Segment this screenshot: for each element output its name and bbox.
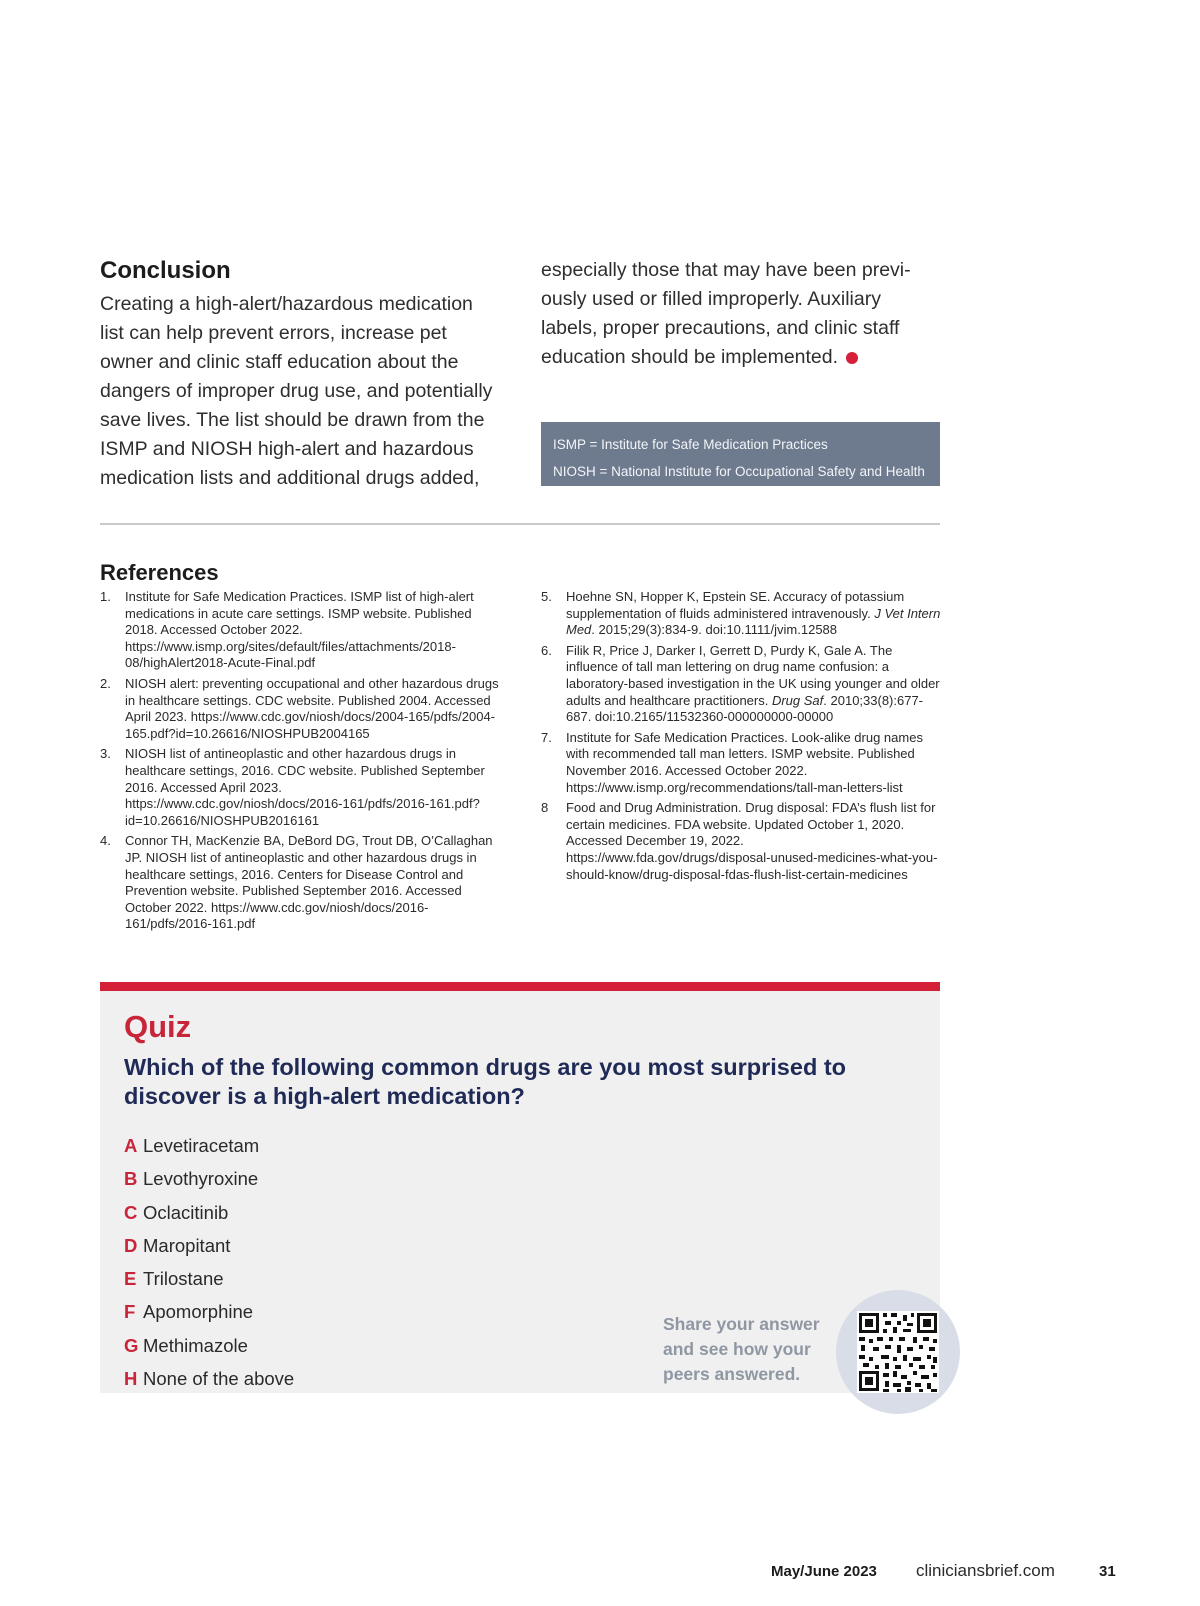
option-label: Trilostane — [143, 1268, 224, 1290]
reference-text-after: . 2010;33(8):677-687. doi:10.2165/11532360-000000000-00000 — [566, 692, 924, 725]
footer-issue-date: May/June 2023 — [771, 1563, 877, 1580]
reference-item — [541, 589, 941, 639]
reference-number: 2. — [100, 675, 111, 691]
abbreviations-box — [541, 422, 940, 486]
conclusion-body-right: especially those that may have been previ- ously used or filled improperly. Auxiliary labels, proper precautions, and clinic staff education should be implemented. — [541, 259, 911, 368]
reference-item — [541, 730, 941, 796]
option-label: Levetiracetam — [143, 1135, 260, 1156]
quiz-title: Quiz — [124, 1009, 192, 1044]
quiz-option-c[interactable] — [124, 1196, 294, 1229]
conclusion-right-column — [541, 256, 941, 372]
option-letter: E — [124, 1268, 137, 1290]
reference-number: 5. — [541, 589, 552, 604]
reference-text — [566, 643, 941, 726]
reference-item — [100, 589, 500, 672]
qr-code-icon[interactable] — [857, 1311, 939, 1393]
reference-journal: J Vet Intern Med — [566, 605, 941, 638]
reference-text: NIOSH list of antineoplastic and other hazardous drugs in healthcare settings, 2016. CDC website. Published September 2016. Accessed April 2023. https://www.cdc.gov/niosh/docs/2016-161/pdfs/2016-161.pdf?id=10.26616/NIOSHPUB2016161 — [125, 746, 485, 828]
reference-text — [566, 589, 941, 639]
reference-journal: Drug Saf — [771, 692, 824, 708]
reference-number: 1. — [100, 589, 111, 604]
end-of-article-dot-icon — [846, 352, 858, 364]
reference-text-after: . 2015;29(3):834-9. doi:10.1111/jvim.12588 — [591, 622, 838, 638]
option-label: Oclacitinib — [143, 1201, 229, 1223]
option-label: None of the above — [143, 1368, 295, 1390]
option-letter: A — [124, 1135, 138, 1156]
references-right-column — [541, 589, 941, 887]
quiz-option-b[interactable] — [124, 1162, 294, 1195]
references-heading: References — [100, 560, 219, 585]
option-label: Maropitant — [143, 1234, 231, 1256]
reference-text-before: Filik R, Price J, Darker I, Gerrett D, Purdy K, Gale A. The influence of tall man lettering on drug name confusion: a laboratory-based investigation in the UK using younger and older adults and healthcare practitioners. — [566, 642, 940, 708]
reference-item — [100, 833, 500, 933]
reference-text: Connor TH, MacKenzie BA, DeBord DG, Trout DB, O’Callaghan JP. NIOSH list of antineoplastic and other hazardous drugs in healthcare settings, 2016. Centers for Disease Control and Prevention website. Published September 2016. Accessed October 2022. https://www.cdc.gov/niosh/docs/2016-161/pdfs/2016-161.pdf — [125, 833, 493, 932]
quiz-option-h[interactable] — [124, 1362, 294, 1395]
quiz-option-d[interactable] — [124, 1229, 294, 1262]
option-letter: G — [124, 1334, 139, 1356]
references-left-column — [100, 589, 500, 937]
quiz-option-f[interactable] — [124, 1295, 294, 1328]
reference-item — [100, 746, 500, 829]
option-letter: B — [124, 1168, 138, 1190]
reference-text: Institute for Safe Medication Practices. ISMP list of high-alert medications in acute care settings. ISMP website. Published 2018. Accessed October 2022. https://www.ismp.org/sites/default/files/attachments/2018-08/highAlert2018-Acute-Final.pdf — [125, 589, 474, 671]
quiz-options-list — [124, 1129, 294, 1395]
conclusion-left-column — [100, 256, 500, 493]
conclusion-body-left: Creating a high-alert/hazardous medication list can help prevent errors, increase pet owner and clinic staff education about the dangers of improper drug use, and potentially save lives. The list should be drawn from the ISMP and NIOSH high-alert and hazardous medication lists and additional drugs added, — [100, 293, 493, 489]
section-divider — [100, 523, 940, 525]
option-label: Levothyroxine — [143, 1168, 259, 1190]
reference-text: Food and Drug Administration. Drug disposal: FDA’s flush list for certain medicines. FDA website. Updated October 1, 2020. Accessed December 19, 2022. https://www.fda.gov/drugs/disposal-unused-medicines-what-you-should-know/drug-disposal-fdas-flush-list-certain-medicines — [566, 800, 938, 882]
reference-number: 6. — [541, 642, 552, 658]
abbreviation-ismp: ISMP = Institute for Safe Medication Practices — [553, 437, 828, 452]
reference-item — [541, 800, 941, 883]
reference-text: Institute for Safe Medication Practices. Look-alike drug names with recommended tall man letters. ISMP website. Published November 2016. Accessed October 2022. https://www.ismp.org/recommendations/tall-man-letters-list — [566, 729, 923, 795]
reference-text-before: Hoehne SN, Hopper K, Epstein SE. Accuracy of potassium supplementation of fluids administered intravenously. — [566, 589, 905, 621]
footer-website[interactable]: cliniciansbrief.com — [916, 1561, 1055, 1580]
reference-number: 3. — [100, 746, 111, 762]
reference-item — [100, 676, 500, 742]
share-answer-text: Share your answer and see how your peers answered. — [663, 1314, 820, 1384]
option-letter: F — [124, 1301, 136, 1323]
reference-text: NIOSH alert: preventing occupational and other hazardous drugs in healthcare settings. CDC website. Published 2004. Accessed April 2023. https://www.cdc.gov/niosh/docs/2004-165/pdfs/2004-165.pdf?id=10.26616/NIOSHPUB2004165 — [125, 675, 499, 741]
abbreviation-niosh: NIOSH = National Institute for Occupational Safety and Health — [553, 464, 925, 479]
reference-number: 4. — [100, 833, 111, 849]
option-label: Methimazole — [143, 1334, 248, 1356]
quiz-option-a[interactable] — [124, 1129, 294, 1162]
quiz-panel — [100, 982, 940, 1393]
reference-number: 8 — [541, 800, 549, 816]
quiz-question: Which of the following common drugs are you most surprised to discover is a high-alert medication? — [124, 1054, 847, 1109]
option-letter: H — [124, 1368, 138, 1390]
reference-number: 7. — [541, 729, 552, 745]
footer-page-number: 31 — [1099, 1563, 1116, 1580]
conclusion-heading: Conclusion — [100, 257, 231, 284]
option-label: Apomorphine — [143, 1301, 254, 1323]
option-letter: D — [124, 1234, 138, 1256]
option-letter: C — [124, 1201, 138, 1223]
reference-item — [541, 643, 941, 726]
conclusion-body-right-wrap — [541, 256, 941, 372]
quiz-option-e[interactable] — [124, 1262, 294, 1295]
quiz-option-g[interactable] — [124, 1329, 294, 1362]
qr-code-badge[interactable] — [836, 1290, 960, 1414]
